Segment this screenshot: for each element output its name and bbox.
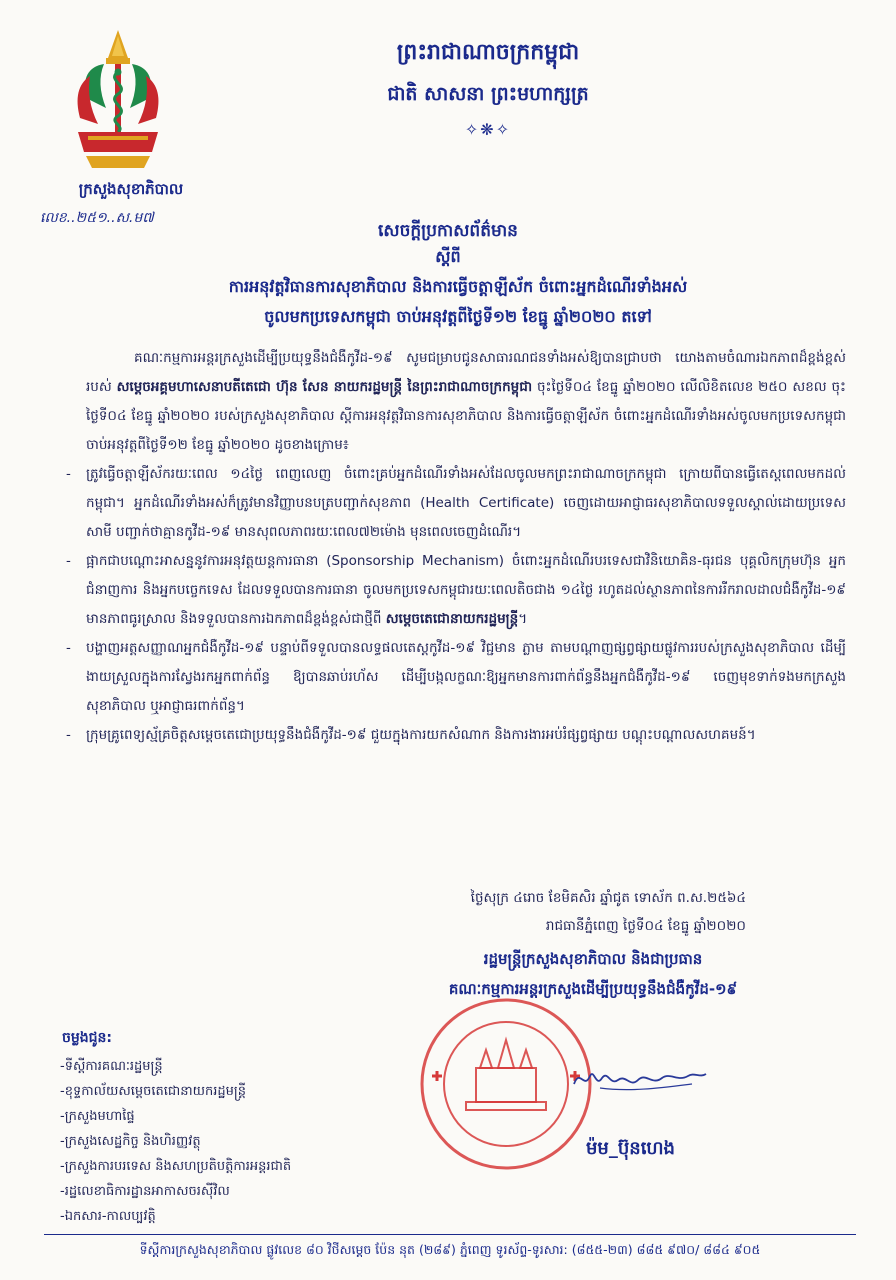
national-motto: ជាតិ សាសនា ព្រះមហាក្សត្រ bbox=[387, 83, 589, 105]
cc-list bbox=[60, 1054, 291, 1229]
bullet-text: ត្រូវធ្វើចត្តាឡីស័ករយៈពេល ១៤ថ្ងៃ ពេញលេញ ចំពោះគ្រប់អ្នកដំណើរទាំងអស់ដែលចូលមកព្រះរាជាណាចក្រកម្ពុជា ក្រោយពីបានធ្វើតេស្តពេលមកដល់កម្ពុជា។ អ្នកដំណើរទាំងអស់ក៏ត្រូវមានវិញ្ញាបនបត្របញ្ជាក់សុខភាព (Health Certificate) ចេញដោយអាជ្ញាធរសុខាភិបាលទទួលស្គាល់ដោយប្រទេសសាមី បញ្ជាក់ថាគ្មានកូវីដ-១៩ មានសុពលភាពរយៈពេល៧២ម៉ោង មុនពេលចេញដំណើរ។ bbox=[86, 466, 846, 540]
bullet-text-end: ។ bbox=[518, 611, 528, 627]
bullet-dash: - bbox=[66, 553, 71, 569]
list-item: -ទីស្ដីការគណៈរដ្ឋមន្ត្រី bbox=[60, 1059, 163, 1074]
ministry-name: ក្រសួងសុខាភិបាល bbox=[78, 180, 184, 198]
list-item: -ខុទ្ទកាល័យសម្ដេចតេជោនាយករដ្ឋមន្ត្រី bbox=[60, 1084, 246, 1099]
lunar-date: ថ្ងៃសុក្រ ៤រោច ខែមិគសិរ ឆ្នាំជូត ទោស័ក ព.ស.២៥៦៤ bbox=[470, 890, 746, 906]
list-item: -ក្រសួងសេដ្ឋកិច្ច និងហិរញ្ញវត្ថុ bbox=[60, 1134, 201, 1149]
bullet-strong-text: សម្ដេចតេជោនាយករដ្ឋមន្ត្រី bbox=[385, 611, 519, 627]
measures-list bbox=[66, 460, 846, 750]
list-item: -រដ្ឋលេខាធិការដ្ឋានអាកាសចរស៊ីវិល bbox=[60, 1184, 230, 1199]
official-stamp bbox=[418, 996, 594, 1172]
list-item bbox=[66, 460, 846, 547]
bullet-dash: - bbox=[66, 640, 71, 656]
subject-line-1: ការអនុវត្តវិធានការសុខាភិបាល និងការធ្វើចត្តាឡីស័ក ចំពោះអ្នកដំណើរទាំងអស់ bbox=[228, 277, 688, 296]
bullet-dash: - bbox=[66, 727, 71, 743]
signatory-title bbox=[330, 944, 856, 1004]
intro-paragraph bbox=[86, 344, 846, 460]
bullet-text: ផ្អាកជាបណ្ដោះអាសន្ននូវការអនុវត្តយន្តការធានា (Sponsorship Mechanism) ចំពោះអ្នកដំណើរបរទេសជាវិនិយោគិន-ធុរជន បុគ្គលិកក្រុមហ៊ុន អ្នកជំនាញការ និងអ្នកបច្ចេកទេស ដែលទទួលបានការធានា ចូលមកប្រទេសកម្ពុជារយៈពេលតិចជាង ១៤ថ្ងៃ រហូតដល់ស្ថានភាពនៃការរីករាលដាលជំងឺកូវីដ-១៩ មានភាពធូរស្រាល និងទទួលបានការឯកភាពដ៏ខ្ពង់ខ្ពស់ជាថ្មីពី bbox=[86, 553, 846, 627]
subject-line-2: ចូលមកប្រទេសកម្ពុជា ចាប់អនុវត្តពីថ្ងៃទី១២ ខែធ្នូ ឆ្នាំ២០២០ តទៅ bbox=[264, 307, 652, 326]
list-item bbox=[66, 634, 846, 721]
document-about-label: ស្ដីពី bbox=[435, 247, 461, 266]
intro-strong-text: សម្ដេចអគ្គមហាសេនាបតីតេជោ ហ៊ុន សែន នាយករដ្ឋមន្ត្រី នៃព្រះរាជាណាចក្រកម្ពុជា bbox=[116, 379, 533, 395]
list-item bbox=[66, 547, 846, 634]
signer-name: ម៉ម_ប៊ុនហេង bbox=[586, 1138, 675, 1159]
reference-number: លេខ..២៥១..ស.ម៧ bbox=[40, 210, 154, 226]
bullet-text: បង្ហាញអត្តសញ្ញាណអ្នកជំងឺកូវីដ-១៩ បន្ទាប់ពីទទួលបានលទ្ធផលតេស្តកូវីដ-១៩ វិជ្ជមាន ភ្លាម តាមបណ្ដាញផ្សព្វផ្សាយផ្លូវការរបស់ក្រសួងសុខាភិបាល ដើម្បីងាយស្រួលក្នុងការស្វែងរកអ្នកពាក់ព័ន្ធ ឱ្យបានឆាប់រហ័ស ដើម្បីបង្កលក្ខណៈឱ្យអ្នកមានការពាក់ព័ន្ធនឹងអ្នកជំងឺកូវីដ-១៩ ចេញមុខទាក់ទងមកក្រសួងសុខាភិបាល ឬអាជ្ញាធរពាក់ព័ន្ធ។ bbox=[86, 640, 846, 714]
document-subject bbox=[70, 272, 846, 332]
kingdom-heading: ព្រះរាជាណាចក្រកម្ពុជា bbox=[396, 40, 580, 65]
list-item bbox=[66, 721, 846, 750]
ornament-divider: ✧❋✧ bbox=[464, 120, 512, 139]
document-body bbox=[66, 344, 846, 750]
list-item: -ក្រសួងមហាផ្ទៃ bbox=[60, 1109, 135, 1124]
list-item: -ក្រសួងការបរទេស និងសហប្រតិបត្តិការអន្តរជាតិ bbox=[60, 1159, 292, 1174]
handwritten-signature bbox=[570, 1058, 710, 1098]
list-item: -ឯកសារ-កាលប្បវត្តិ bbox=[60, 1209, 156, 1224]
intro-text-1: គណៈកម្មការអន្តរក្រសួងដើម្បីប្រយុទ្ធនឹងជំងឺកូវីដ-១៩ សូមជម្រាបជូនសាធារណជនទាំងអស់ឱ្យបានជ្រាបថា យោងតាមចំណារឯកភាពដ៏ខ្ពង់ខ្ពស់របស់ bbox=[86, 350, 846, 395]
signatory-title-line-1: រដ្ឋមន្ត្រីក្រសួងសុខាភិបាល និងជាប្រធាន bbox=[483, 950, 703, 968]
bullet-text: ក្រុមគ្រូពេទ្យស្ម័គ្រចិត្តសម្ដេចតេជោប្រយុទ្ធនឹងជំងឺកូវីដ-១៩ ជួយក្នុងការយកសំណាក និងការងារអប់រំផ្សព្វផ្សាយ បណ្ដុះបណ្ដាលសហគមន៍។ bbox=[86, 727, 756, 743]
date-block bbox=[471, 884, 746, 940]
footer-address: ទីស្ដីការក្រសួងសុខាភិបាល ផ្លូវលេខ ៨០ វិថីសម្ដេច ប៉ែន នុត (២៨៩) ភ្នំពេញ ទូរស័ព្ទ-ទូរសារ: (៨៥៥-២៣) ៨៨៥ ៩៧០/ ៨៨៤ ៩០៥ bbox=[139, 1242, 761, 1257]
document-title: សេចក្ដីប្រកាសព័ត៌មាន bbox=[378, 221, 518, 241]
place-date: រាជធានីភ្នំពេញ ថ្ងៃទី០៤ ខែធ្នូ ឆ្នាំ២០២០ bbox=[545, 918, 746, 934]
intro-text-2: ចុះថ្ងៃទី០៤ ខែធ្នូ ឆ្នាំ២០២០ លើលិខិតលេខ ២៥០ សខល ចុះថ្ងៃទី០៤ ខែធ្នូ ឆ្នាំ២០២០ របស់ក្រសួងសុខាភិបាល ស្ដីការអនុវត្តវិធានការសុខាភិបាល និងការធ្វើចត្តាឡីស័ក ចំពោះអ្នកដំណើរទាំងអស់ចូលមកប្រទេសកម្ពុជា ចាប់អនុវត្តពីថ្ងៃទី១២ ខែធ្នូ ឆ្នាំ២០២០ ដូចខាងក្រោម៖ bbox=[86, 379, 846, 453]
footer-divider bbox=[44, 1234, 856, 1235]
cc-title: ចម្លងជូន: bbox=[62, 1030, 113, 1046]
bullet-dash: - bbox=[66, 466, 71, 482]
signatory-title-line-2: គណៈកម្មការអន្តរក្រសួងដើម្បីប្រយុទ្ធនឹងជំងឺកូវីដ-១៩ bbox=[448, 980, 738, 998]
